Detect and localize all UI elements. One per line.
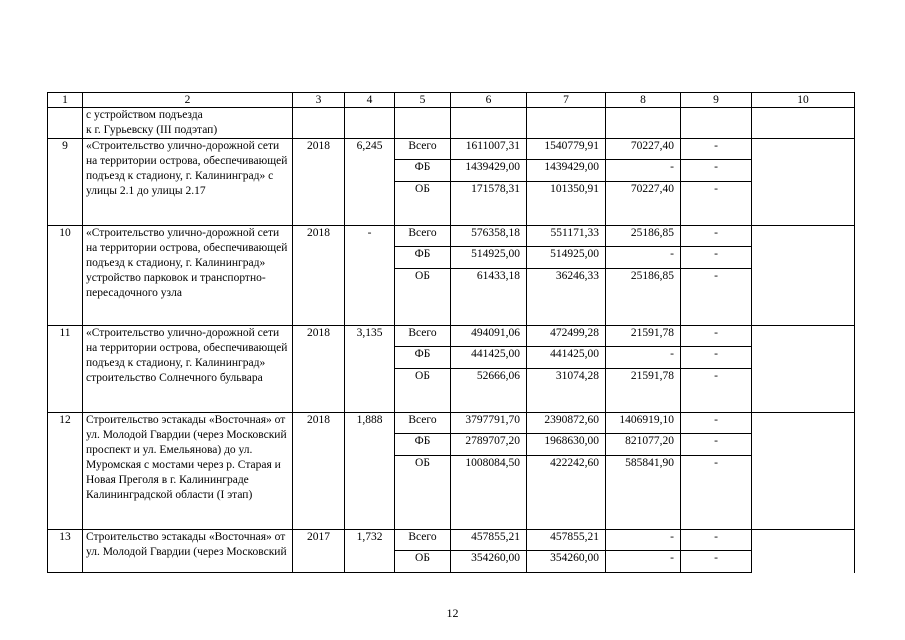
num-cell: 10 — [48, 226, 83, 326]
regional-cell: - — [606, 347, 681, 369]
num-cell: 9 — [48, 139, 83, 226]
regional-cell: 821077,20 — [606, 434, 681, 456]
col9-cell: - — [681, 182, 752, 226]
project-row — [48, 530, 855, 551]
length-cell: - — [345, 226, 395, 326]
header-cell: 10 — [752, 93, 855, 108]
total-cell: 494091,06 — [451, 326, 527, 347]
col9-cell: - — [681, 530, 752, 551]
regional-cell: 70227,40 — [606, 139, 681, 160]
num-cell: 11 — [48, 326, 83, 413]
federal-cell: 551171,33 — [527, 226, 606, 247]
federal-cell: 441425,00 — [527, 347, 606, 369]
project-name-cell: Строительство эстакады «Восточная» от ул. Молодой Гвардии (через Московский — [83, 530, 293, 573]
header-row — [48, 93, 855, 108]
total-cell: 441425,00 — [451, 347, 527, 369]
budget-table — [47, 92, 855, 573]
regional-cell: 70227,40 — [606, 182, 681, 226]
header-cell: 1 — [48, 93, 83, 108]
header-cell: 9 — [681, 93, 752, 108]
page-number: 12 — [446, 606, 459, 620]
col10-cell — [752, 530, 855, 573]
total-cell: 2789707,20 — [451, 434, 527, 456]
source-cell: ОБ — [395, 456, 451, 530]
source-cell: Всего — [395, 139, 451, 160]
project-name-cell: с устройством подъезда к г. Гурьевску (III подэтап) — [83, 108, 293, 139]
col9-cell: - — [681, 347, 752, 369]
table-body — [48, 93, 855, 573]
regional-cell: - — [606, 530, 681, 551]
regional-cell: 25186,85 — [606, 269, 681, 326]
num-cell — [48, 108, 83, 139]
num-cell: 13 — [48, 530, 83, 573]
length-cell: 6,245 — [345, 139, 395, 226]
total-cell: 1439429,00 — [451, 160, 527, 182]
total-cell: 3797791,70 — [451, 413, 527, 434]
federal-cell: 514925,00 — [527, 247, 606, 269]
col10-cell — [752, 326, 855, 413]
project-row — [48, 326, 855, 347]
year-cell: 2018 — [293, 139, 345, 226]
federal-cell: 1540779,91 — [527, 139, 606, 160]
federal-cell: 31074,28 — [527, 369, 606, 413]
total-cell: 576358,18 — [451, 226, 527, 247]
total-cell: 354260,00 — [451, 551, 527, 573]
col10-cell — [752, 226, 855, 326]
continuation-row — [48, 108, 855, 139]
header-cell: 4 — [345, 93, 395, 108]
project-row — [48, 139, 855, 160]
header-cell: 2 — [83, 93, 293, 108]
source-cell: ФБ — [395, 434, 451, 456]
regional-cell: 25186,85 — [606, 226, 681, 247]
regional-cell: 21591,78 — [606, 326, 681, 347]
federal-cell: 1439429,00 — [527, 160, 606, 182]
total-cell: 1008084,50 — [451, 456, 527, 530]
regional-cell: - — [606, 551, 681, 573]
source-cell: ОБ — [395, 369, 451, 413]
source-cell: ФБ — [395, 160, 451, 182]
col9-cell: - — [681, 226, 752, 247]
col9-cell: - — [681, 139, 752, 160]
col9-cell: - — [681, 369, 752, 413]
total-cell: 457855,21 — [451, 530, 527, 551]
project-name-cell: «Строительство улично-дорожной сети на территории острова, обеспечивающей подъезд к стадиону, г. Калининград» с улицы 2.1 до улицы 2.17 — [83, 139, 293, 226]
project-name-cell: Строительство эстакады «Восточная» от ул. Молодой Гвардии (через Московский проспект и ул. Емельянова) до ул. Муромская с мостами через р. Старая и Новая Преголя в г. Калининграде Калининградской области (I этап) — [83, 413, 293, 530]
federal-cell: 354260,00 — [527, 551, 606, 573]
col9-cell: - — [681, 247, 752, 269]
col10-cell — [752, 413, 855, 530]
header-cell: 3 — [293, 93, 345, 108]
regional-cell: - — [606, 160, 681, 182]
regional-cell: - — [606, 247, 681, 269]
project-row — [48, 413, 855, 434]
total-cell: 514925,00 — [451, 247, 527, 269]
year-cell: 2018 — [293, 413, 345, 530]
regional-cell: 585841,90 — [606, 456, 681, 530]
source-cell: ОБ — [395, 182, 451, 226]
source-cell: ФБ — [395, 247, 451, 269]
federal-cell: 457855,21 — [527, 530, 606, 551]
source-cell: ОБ — [395, 551, 451, 573]
source-cell: Всего — [395, 326, 451, 347]
source-cell: ОБ — [395, 269, 451, 326]
total-cell: 61433,18 — [451, 269, 527, 326]
col9-cell: - — [681, 551, 752, 573]
header-cell: 5 — [395, 93, 451, 108]
source-cell: Всего — [395, 413, 451, 434]
length-cell: 1,888 — [345, 413, 395, 530]
header-cell: 7 — [527, 93, 606, 108]
header-cell: 6 — [451, 93, 527, 108]
year-cell: 2018 — [293, 326, 345, 413]
col9-cell: - — [681, 413, 752, 434]
federal-cell: 1968630,00 — [527, 434, 606, 456]
year-cell: 2017 — [293, 530, 345, 573]
total-cell: 1611007,31 — [451, 139, 527, 160]
federal-cell: 422242,60 — [527, 456, 606, 530]
source-cell: ФБ — [395, 347, 451, 369]
col9-cell: - — [681, 326, 752, 347]
col10-cell — [752, 139, 855, 226]
project-name-cell: «Строительство улично-дорожной сети на территории острова, обеспечивающей подъезд к стадиону, г. Калининград» устройство парковок и транспортно-пересадочного узла — [83, 226, 293, 326]
col9-cell: - — [681, 269, 752, 326]
col9-cell: - — [681, 434, 752, 456]
project-row — [48, 226, 855, 247]
year-cell: 2018 — [293, 226, 345, 326]
federal-cell: 2390872,60 — [527, 413, 606, 434]
col9-cell: - — [681, 160, 752, 182]
regional-cell: 21591,78 — [606, 369, 681, 413]
total-cell: 171578,31 — [451, 182, 527, 226]
source-cell: Всего — [395, 530, 451, 551]
length-cell: 1,732 — [345, 530, 395, 573]
col9-cell: - — [681, 456, 752, 530]
federal-cell: 472499,28 — [527, 326, 606, 347]
source-cell: Всего — [395, 226, 451, 247]
num-cell: 12 — [48, 413, 83, 530]
project-name-cell: «Строительство улично-дорожной сети на территории острова, обеспечивающей подъезд к стадиону, г. Калининград» строительство Солнечного бульвара — [83, 326, 293, 413]
total-cell: 52666,06 — [451, 369, 527, 413]
regional-cell: 1406919,10 — [606, 413, 681, 434]
header-cell: 8 — [606, 93, 681, 108]
length-cell: 3,135 — [345, 326, 395, 413]
federal-cell: 36246,33 — [527, 269, 606, 326]
federal-cell: 101350,91 — [527, 182, 606, 226]
